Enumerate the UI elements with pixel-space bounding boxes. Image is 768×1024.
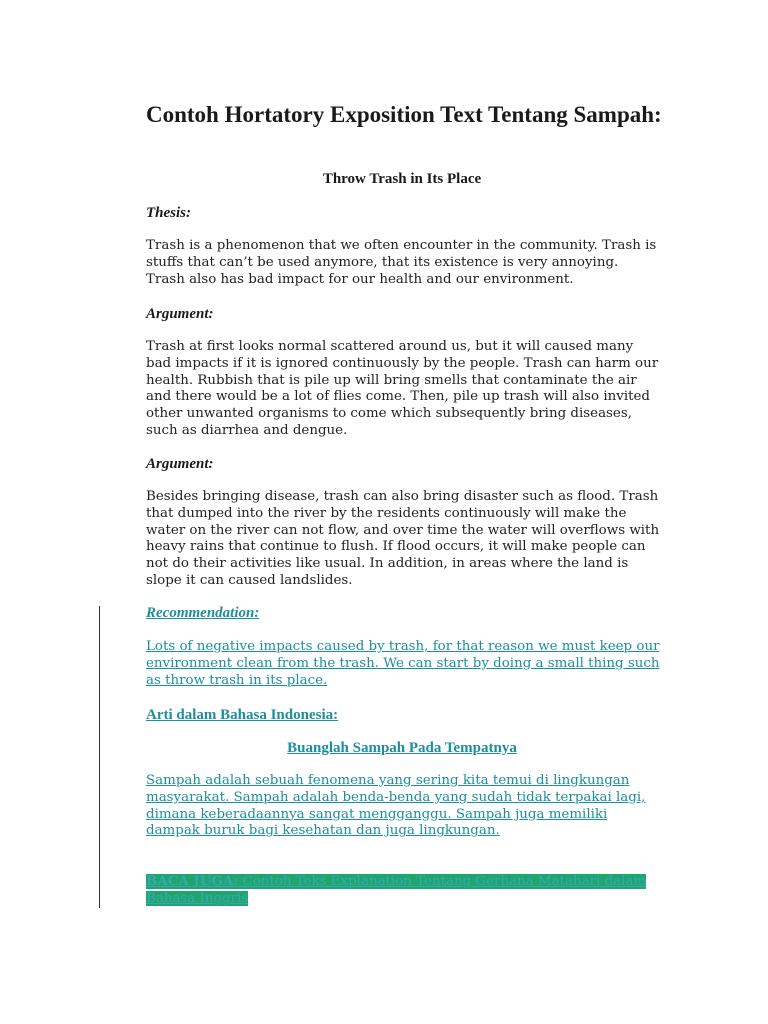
- recommendation-paragraph[interactable]: Lots of negative impacts caused by trash, for that reason we must keep our environment clean from the trash. We can start by doing a small thing such as throw trash in its place.: [146, 639, 660, 688]
- argument-1-paragraph: Trash at first looks normal scattered around us, but it will caused many bad impacts if it is ignored continuously by the people. Trash can harm our health. Rubbish that is pile up will bring smells that contaminate the air and there would be a lot of flies come. Then, pile up trash will also invited other unwanted organisms to come which subsequently bring diseases, such as diarrhea and dengue.: [146, 339, 659, 438]
- page-title: Contoh Hortatory Exposition Text Tentang Sampah:: [146, 102, 662, 127]
- indonesian-section-label[interactable]: Arti dalam Bahasa Indonesia:: [146, 707, 339, 723]
- argument-2-label: Argument:: [146, 456, 214, 472]
- indonesian-paragraph[interactable]: Sampah adalah sebuah fenomena yang sering kita temui di lingkungan masyarakat. Sampah adalah benda-benda yang sudah tidak terpakai lagi, dimana keberadaannya sangat mengganggu. Sampah juga memiliki dampak buruk bagi kesehatan dan juga lingkungan.: [146, 773, 646, 839]
- argument-2-paragraph: Besides bringing disease, trash can also bring disaster such as flood. Trash that dumped into the river by the residents continuously will make the water on the river can not flow, and over time the water will overflows with heavy rains that continue to flush. If flood occurs, it will make people can not do their activities like usual. In addition, in areas where the land is slope it can caused landslides.: [146, 489, 660, 588]
- read-also-link[interactable]: Contoh Teks Explanation Tentang Gerhana Matahari dalam Bahasa Inggris: [146, 874, 647, 906]
- thesis-paragraph: Trash is a phenomenon that we often encounter in the community. Trash is stuffs that can’t be used anymore, that its existence is very annoying. Trash also has bad impact for our health and our environment.: [146, 238, 657, 287]
- argument-1-label: Argument:: [146, 306, 214, 322]
- recommendation-label[interactable]: Recommendation:: [146, 605, 260, 621]
- read-also-banner[interactable]: [146, 873, 652, 907]
- indonesian-title[interactable]: Buanglah Sampah Pada Tempatnya: [287, 740, 517, 756]
- thesis-label: Thesis:: [146, 205, 191, 221]
- margin-vertical-line: [99, 606, 100, 908]
- text-title: Throw Trash in Its Place: [322, 171, 482, 187]
- read-also-label[interactable]: BACA JUGA:: [146, 873, 239, 889]
